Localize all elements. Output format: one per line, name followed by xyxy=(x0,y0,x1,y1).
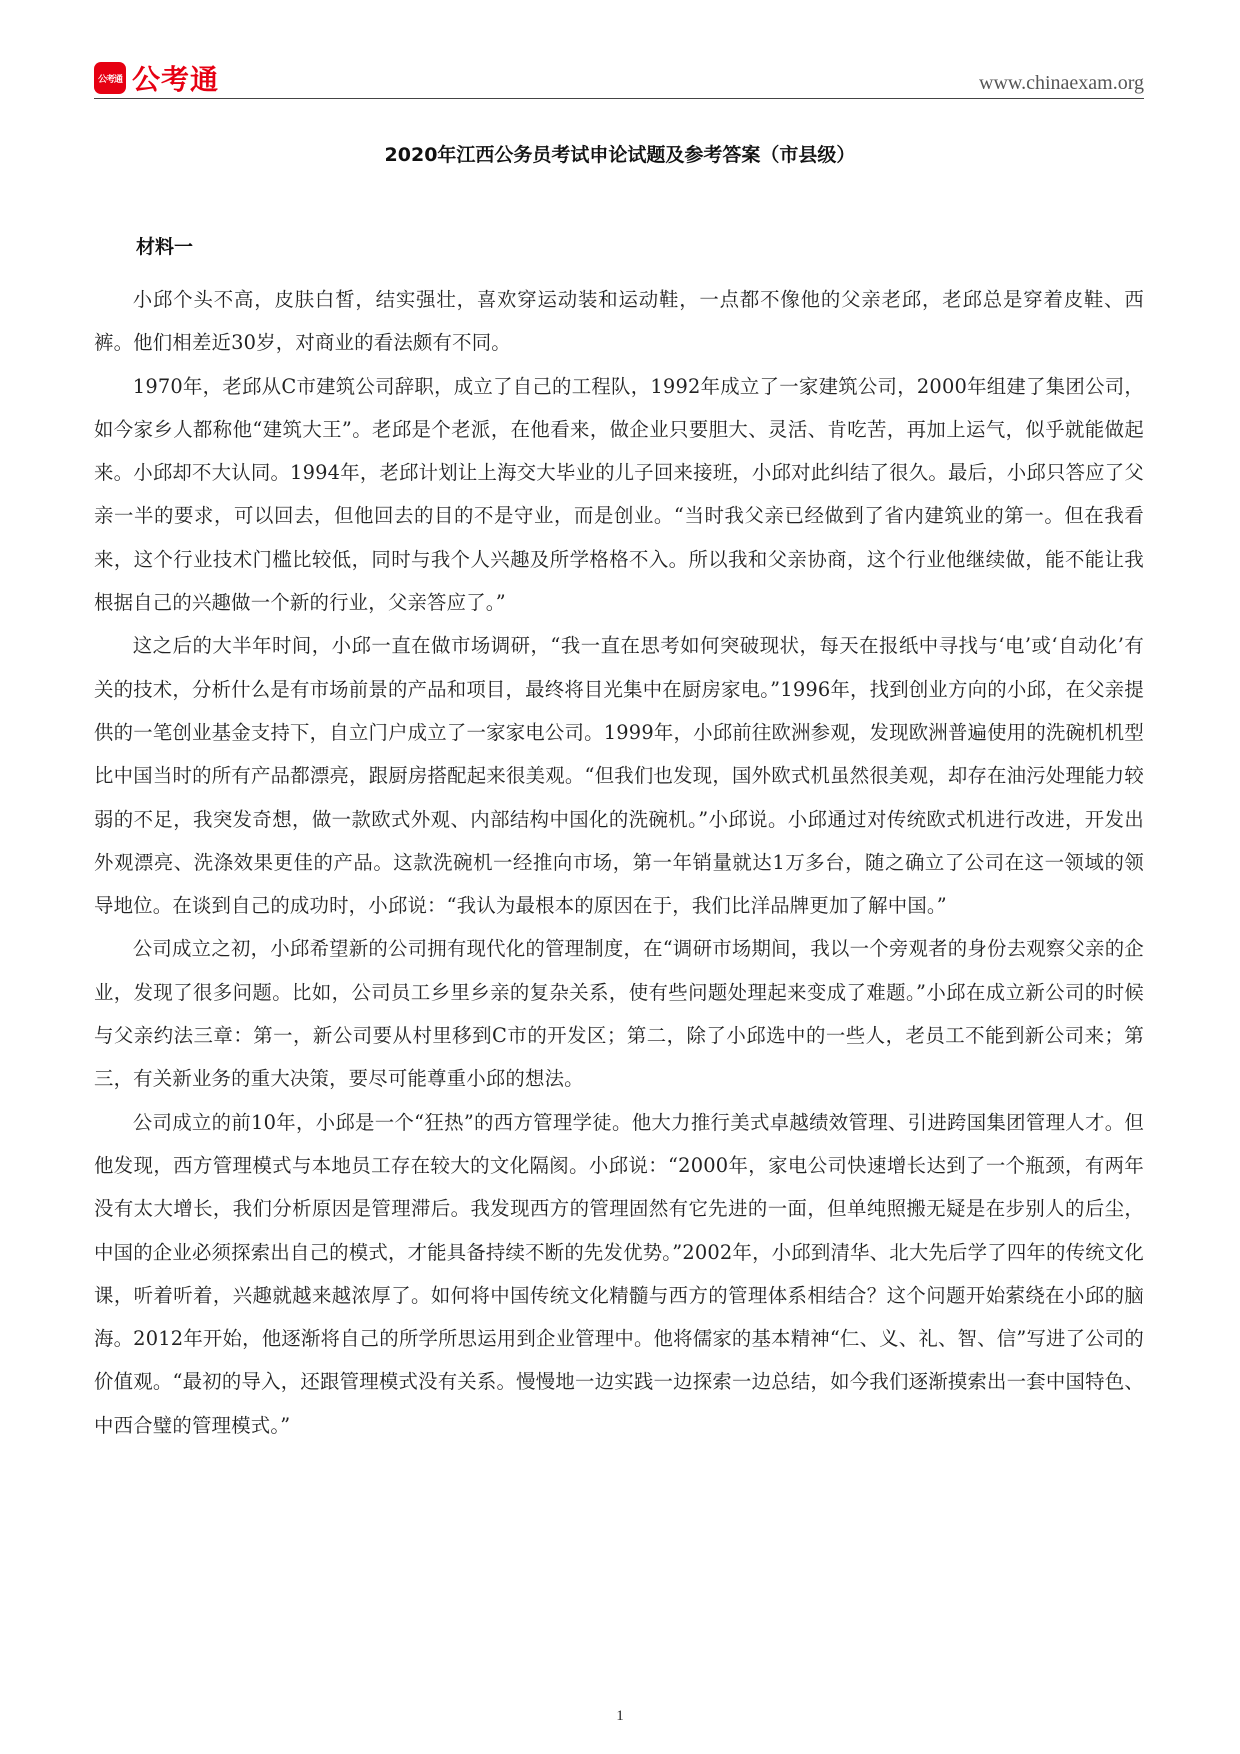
brand-logo xyxy=(94,58,219,98)
paragraph: 这之后的大半年时间，小邱一直在做市场调研，“我一直在思考如何突破现状，每天在报纸中寻找与‘电’或‘自动化’有关的技术，分析什么是有市场前景的产品和项目，最终将目光集中在厨房家电。”1996年，找到创业方向的小邱，在父亲提供的一笔创业基金支持下，自立门户成立了一家家电公司。1999年，小邱前往欧洲参观，发现欧洲普遍使用的洗碗机机型比中国当时的所有产品都漂亮，跟厨房搭配起来很美观。“但我们也发现，国外欧式机虽然很美观，却存在油污处理能力较弱的不足，我突发奇想，做一款欧式外观、内部结构中国化的洗碗机。”小邱说。小邱通过对传统欧式机进行改进，开发出外观漂亮、洗涤效果更佳的产品。这款洗碗机一经推向市场，第一年销量就达1万多台，随之确立了公司在这一领域的领导地位。在谈到自己的成功时，小邱说：“我认为最根本的原因在于，我们比洋品牌更加了解中国。” xyxy=(94,634,1144,918)
document-title: 2020年江西公务员考试申论试题及参考答案（市县级） xyxy=(384,144,856,166)
logo-text: 公考通 xyxy=(132,63,220,96)
body-text xyxy=(94,278,1144,1447)
page-number: 1 xyxy=(616,1708,624,1724)
section-heading: 材料一 xyxy=(136,236,194,258)
site-url: www.chinaexam.org xyxy=(979,72,1144,94)
paragraph: 公司成立的前10年，小邱是一个“狂热”的西方管理学徒。他大力推行美式卓越绩效管理、引进跨国集团管理人才。但他发现，西方管理模式与本地员工存在较大的文化隔阂。小邱说：“2000年，家电公司快速增长达到了一个瓶颈，有两年没有太大增长，我们分析原因是管理滞后。我发现西方的管理固然有它先进的一面，但单纯照搬无疑是在步别人的后尘，中国的企业必须探索出自己的模式，才能具备持续不断的先发优势。”2002年，小邱到清华、北大先后学了四年的传统文化课，听着听着，兴趣就越来越浓厚了。如何将中国传统文化精髓与西方的管理体系相结合？这个问题开始萦绕在小邱的脑海。2012年开始，他逐渐将自己的所学所思运用到企业管理中。他将儒家的基本精神“仁、义、礼、智、信”写进了公司的价值观。“最初的导入，还跟管理模式没有关系。慢慢地一边实践一边探索一边总结，如今我们逐渐摸索出一套中国特色、中西合璧的管理模式。” xyxy=(94,1110,1144,1437)
paragraph: 公司成立之初，小邱希望新的公司拥有现代化的管理制度，在“调研市场期间，我以一个旁观者的身份去观察父亲的企业，发现了很多问题。比如，公司员工乡里乡亲的复杂关系，使有些问题处理起来变成了难题。”小邱在成立新公司的时候与父亲约法三章：第一，新公司要从村里移到C市的开发区；第二，除了小邱选中的一些人，老员工不能到新公司来；第三，有关新业务的重大决策，要尽可能尊重小邱的想法。 xyxy=(94,937,1144,1091)
logo-icon: 公考通 xyxy=(94,62,126,94)
paragraph: 小邱个头不高，皮肤白皙，结实强壮，喜欢穿运动装和运动鞋，一点都不像他的父亲老邱，老邱总是穿着皮鞋、西裤。他们相差近30岁，对商业的看法颇有不同。 xyxy=(94,288,1144,355)
page-header xyxy=(94,52,1144,99)
paragraph: 1970年，老邱从C市建筑公司辞职，成立了自己的工程队，1992年成立了一家建筑公司，2000年组建了集团公司，如今家乡人都称他“建筑大王”。老邱是个老派，在他看来，做企业只要胆大、灵活、肯吃苦，再加上运气，似乎就能做起来。小邱却不大认同。1994年，老邱计划让上海交大毕业的儿子回来接班，小邱对此纠结了很久。最后，小邱只答应了父亲一半的要求，可以回去，但他回去的目的不是守业，而是创业。“当时我父亲已经做到了省内建筑业的第一。但在我看来，这个行业技术门槛比较低，同时与我个人兴趣及所学格格不入。所以我和父亲协商，这个行业他继续做，能不能让我根据自己的兴趣做一个新的行业，父亲答应了。” xyxy=(94,374,1144,615)
